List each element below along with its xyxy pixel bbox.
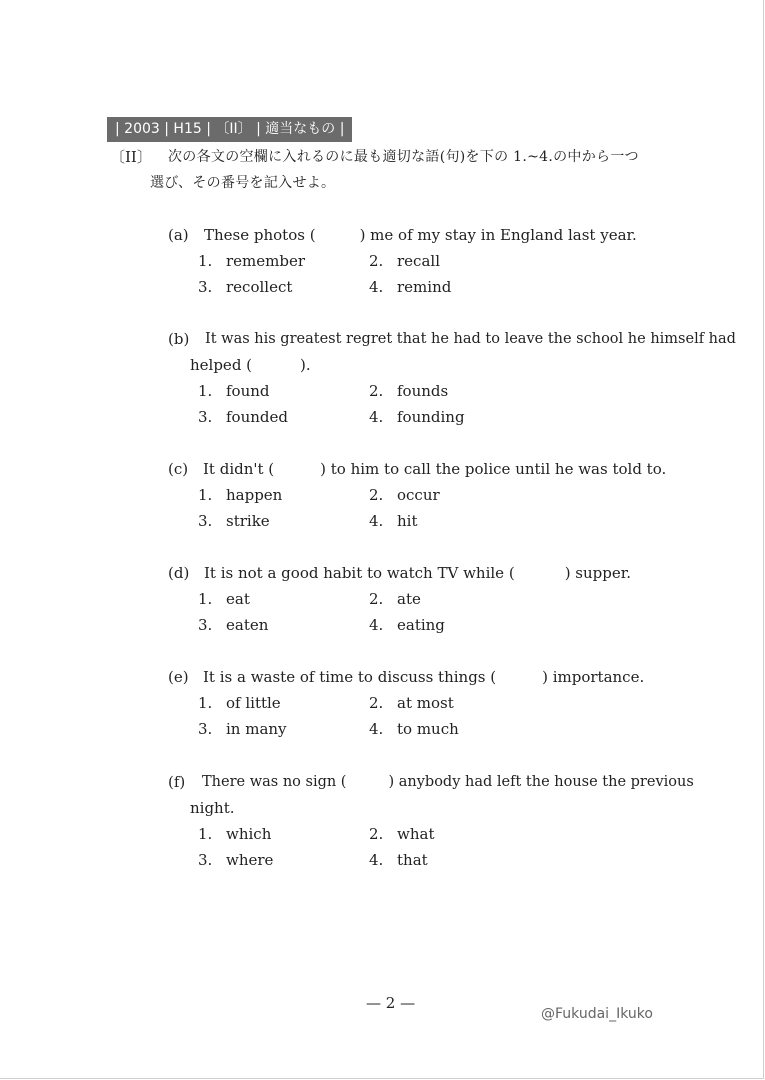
option-text: remind bbox=[397, 278, 452, 296]
option-number: 1. bbox=[198, 486, 213, 504]
option-number: 1. bbox=[198, 382, 213, 400]
option-text: which bbox=[226, 825, 272, 843]
option-text: happen bbox=[226, 486, 283, 504]
option-2 bbox=[369, 484, 440, 506]
option-4 bbox=[369, 614, 445, 636]
stem-before-blank: It didn't ( bbox=[203, 460, 275, 478]
question-stem bbox=[203, 458, 666, 480]
option-number: 3. bbox=[198, 408, 213, 426]
option-2 bbox=[369, 250, 440, 272]
question-label: (b) bbox=[168, 330, 190, 348]
option-text: at most bbox=[397, 694, 454, 712]
option-1 bbox=[198, 692, 281, 714]
option-4 bbox=[369, 718, 459, 740]
option-number: 3. bbox=[198, 512, 213, 530]
question-label: (c) bbox=[168, 460, 189, 478]
option-text: recollect bbox=[226, 278, 293, 296]
stem-before-blank: It is a waste of time to discuss things ( bbox=[203, 668, 497, 686]
option-text: eat bbox=[226, 590, 250, 608]
stem-after-blank: ) me of my stay in England last year. bbox=[359, 226, 637, 244]
option-3 bbox=[198, 510, 270, 532]
option-1 bbox=[198, 250, 305, 272]
option-text: found bbox=[226, 382, 270, 400]
option-number: 3. bbox=[198, 616, 213, 634]
option-1 bbox=[198, 484, 282, 506]
option-text: founding bbox=[397, 408, 465, 426]
option-4 bbox=[369, 849, 428, 871]
option-3 bbox=[198, 406, 288, 428]
option-text: that bbox=[397, 851, 428, 869]
option-1 bbox=[198, 823, 271, 845]
option-text: of little bbox=[226, 694, 281, 712]
question-stem-line-1: It was his greatest regret that he had to leave the school he himself had bbox=[205, 331, 736, 347]
stem-after-blank: ) to him to call the police until he was told to. bbox=[320, 460, 667, 478]
option-text: ate bbox=[397, 590, 421, 608]
stem-after-blank: ). bbox=[300, 356, 311, 374]
section-tag: | 2003 | H15 | 〔II〕 | 適当なもの | bbox=[107, 117, 352, 142]
stem-before-blank: These photos ( bbox=[204, 226, 316, 244]
option-text: founds bbox=[397, 382, 449, 400]
stem-before-blank: There was no sign ( bbox=[202, 774, 347, 790]
question-stem-line-2: night. bbox=[190, 799, 235, 817]
option-number: 4. bbox=[369, 720, 384, 738]
option-4 bbox=[369, 276, 451, 298]
option-text: eating bbox=[397, 616, 445, 634]
option-number: 2. bbox=[369, 590, 384, 608]
option-text: where bbox=[226, 851, 274, 869]
option-number: 3. bbox=[198, 851, 213, 869]
option-1 bbox=[198, 588, 250, 610]
option-number: 2. bbox=[369, 382, 384, 400]
option-1 bbox=[198, 380, 270, 402]
option-3 bbox=[198, 614, 268, 636]
question-label: (e) bbox=[168, 668, 189, 686]
question-stem bbox=[203, 666, 644, 688]
option-number: 1. bbox=[198, 252, 213, 270]
stem-after-blank: ) importance. bbox=[542, 668, 645, 686]
option-number: 4. bbox=[369, 616, 384, 634]
option-text: to much bbox=[397, 720, 459, 738]
option-text: strike bbox=[226, 512, 270, 530]
option-2 bbox=[369, 380, 448, 402]
question-stem-line-1 bbox=[202, 771, 694, 793]
option-2 bbox=[369, 692, 454, 714]
instruction-line-1: 次の各文の空欄に入れるのに最も適切な語(句)を下の 1.~4.の中から一つ bbox=[168, 149, 639, 165]
option-number: 2. bbox=[369, 252, 384, 270]
option-number: 4. bbox=[369, 851, 384, 869]
option-number: 1. bbox=[198, 825, 213, 843]
question-label: (f) bbox=[168, 773, 186, 791]
option-4 bbox=[369, 510, 418, 532]
instruction-line-2: 選び、その番号を記入せよ。 bbox=[150, 175, 336, 191]
stem-before-blank: It is not a good habit to watch TV while ( bbox=[204, 564, 515, 582]
question-stem bbox=[204, 562, 631, 584]
question-label: (a) bbox=[168, 226, 189, 244]
option-2 bbox=[369, 823, 434, 845]
option-text: eaten bbox=[226, 616, 269, 634]
option-3 bbox=[198, 849, 273, 871]
question-stem bbox=[204, 224, 637, 246]
option-3 bbox=[198, 276, 292, 298]
option-text: in many bbox=[226, 720, 287, 738]
option-text: hit bbox=[397, 512, 418, 530]
stem-before-blank: helped ( bbox=[190, 356, 253, 374]
option-number: 1. bbox=[198, 590, 213, 608]
option-text: occur bbox=[397, 486, 440, 504]
option-number: 2. bbox=[369, 486, 384, 504]
page-number: — 2 — bbox=[366, 994, 416, 1012]
option-number: 3. bbox=[198, 278, 213, 296]
option-text: founded bbox=[226, 408, 288, 426]
option-number: 1. bbox=[198, 694, 213, 712]
option-number: 4. bbox=[369, 408, 384, 426]
option-number: 4. bbox=[369, 278, 384, 296]
option-text: recall bbox=[397, 252, 440, 270]
option-number: 2. bbox=[369, 825, 384, 843]
option-number: 3. bbox=[198, 720, 213, 738]
option-2 bbox=[369, 588, 421, 610]
stem-after-blank: ) supper. bbox=[564, 564, 632, 582]
option-text: what bbox=[397, 825, 435, 843]
option-4 bbox=[369, 406, 465, 428]
option-number: 2. bbox=[369, 694, 384, 712]
question-label: (d) bbox=[168, 564, 190, 582]
section-number: 〔II〕 bbox=[110, 148, 152, 166]
option-number: 4. bbox=[369, 512, 384, 530]
credit-handle: @Fukudai_Ikuko bbox=[541, 1006, 653, 1022]
option-text: remember bbox=[226, 252, 306, 270]
option-3 bbox=[198, 718, 287, 740]
stem-after-blank: ) anybody had left the house the previous bbox=[388, 774, 694, 790]
question-stem-line-2 bbox=[190, 354, 311, 376]
